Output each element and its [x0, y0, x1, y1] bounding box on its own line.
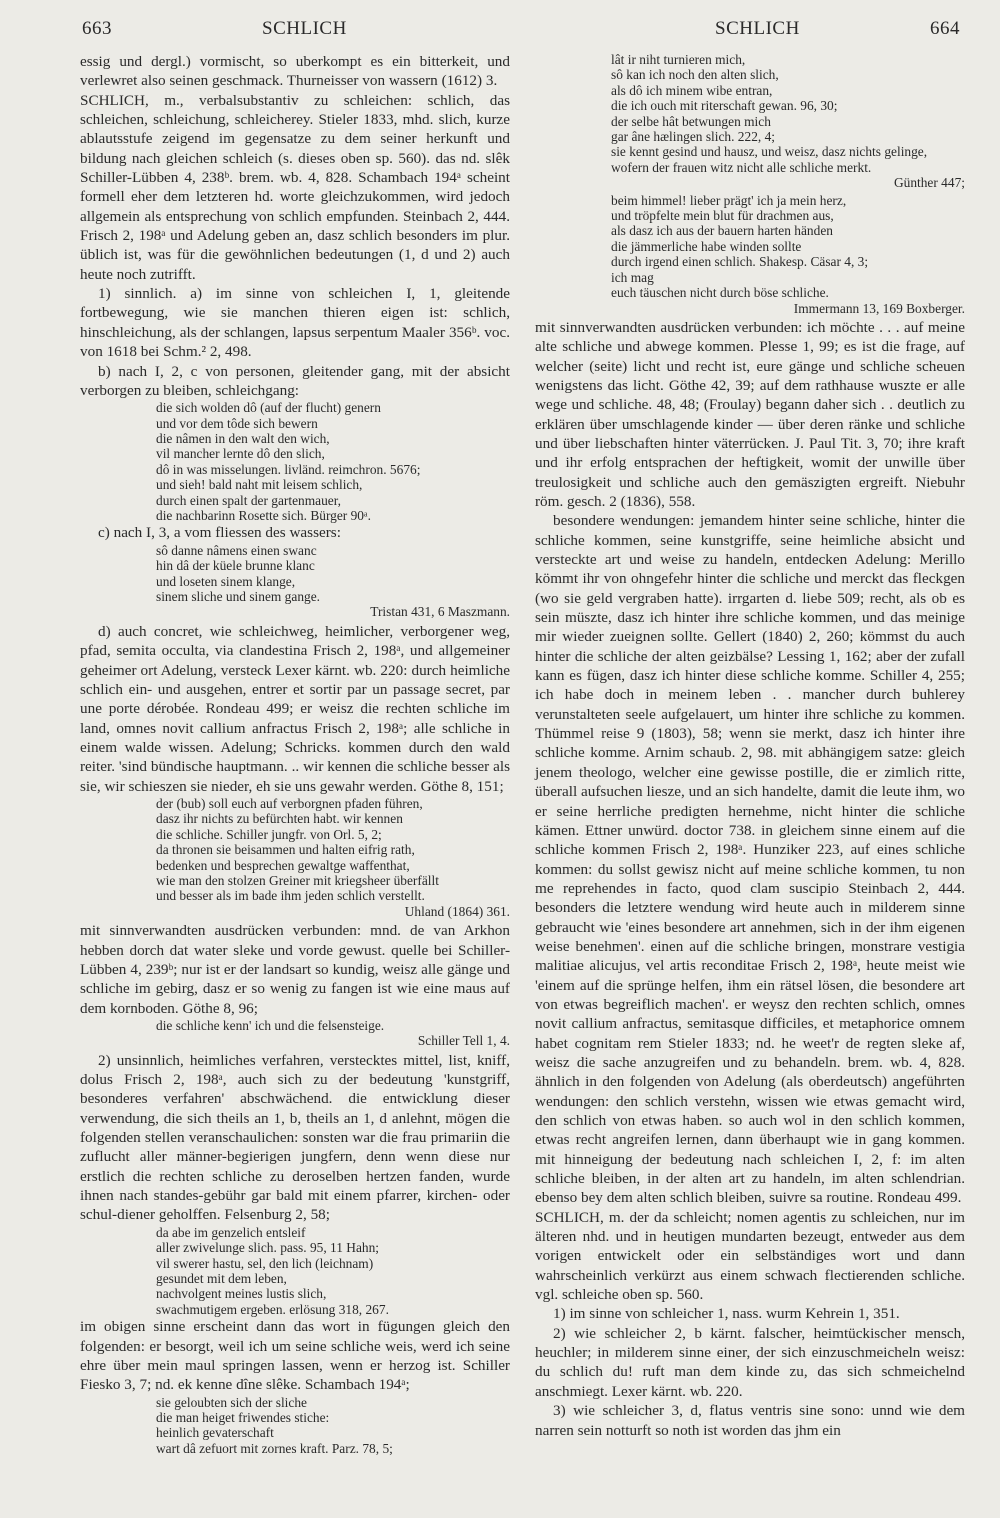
quotation-line: die nâmen in den walt den wich,: [156, 431, 330, 446]
quotation-line: die sich wolden dô (auf der flucht) genern: [156, 400, 381, 416]
quotation-line: sô kan ich noch den alten slich,: [611, 67, 779, 83]
paragraph: d) auch concret, wie schleichweg, heimlicher, verborgener weg, pfad, semita occulta, via clandestina Frisch 2, 198ᵃ, und allgemeiner geheimer ort Adelung, versteck Lexer kärnt. wb. 220: durch heimliche schlich ein- und ausgehen, entrer et sortir par un passage secret, par une porte dérobée. Rondeau 499; er weisz die rechten schliche im land, omnes novit callium anfractus Frisch 2, 198ᵃ; alle schliche in einem walde wissen. Adelung; Schricks. kommen durch den wald reiter. 'sind bündische hauptmann. .. wir kennen die schliche besser als sie, wir schieszen sie nieder, eh sie uns gewahr werden. Göthe 8, 151;: [80, 622, 510, 795]
quotation-line: aller zwivelunge slich. pass. 95, 11 Hahn;: [156, 1240, 379, 1256]
paragraph: 2) unsinnlich, heimliches verfahren, verstecktes mittel, list, kniff, dolus Frisch 2, 198ᵃ, auch sich zu der bedeutung 'kunstgriff, besonderes verfahren' abschwächend. die entwicklung dieser verwendung, die sich theils an 1, b, theils an 1, d anlehnt, mögen die folgenden stellen veranschaulichen: sonsten war die frau primariin die zuflucht aller männer-begierigen jungfern, denn wenn diese nur erstlich die rechten schliche zu deroselben hertzen fanden, wurde ihnen nach standes-gebühr gar bald mit einem pfarrer, kirchen- oder schul-diener geholffen. Felsenburg 2, 58;: [80, 1051, 510, 1224]
paragraph: mit sinnverwandten ausdrücken verbunden: ich möchte . . . auf meine alte schliche und abwege kommen. Plesse 1, 99; es ist die frage, auf welcher (seite) licht und recht ist, eure gänge und schliche scheuen wenigstens das licht. Göthe 42, 39; auf dem rathhause wuszte er alle wege und schliche. 48, 48; (Froulay) begann daher sich . . deutlich zu erklären über umschlagende kinder — über deren ränke und schliche und über liebschaften hinter väterrücken. J. Paul Tit. 3, 70; ihre kraft und ihr erfolg entsprachen der heftigkeit, womit der unwille über treulosigkeit und schliche auch den gemäszigten ergreift. Niebuhr röm. gesch. 2 (1836), 558.: [535, 318, 965, 510]
paragraph: SCHLICH, m. der da schleicht; nomen agentis zu schleichen, nur im älteren nhd. und in heutigen mundarten bezeugt, entweder aus dem vorigen entwickelt oder ein selbständiges wort und dann wahrscheinlich verkürzt aus einem schwach flectierenden schliche. vgl. schleiche oben sp. 560.: [535, 1208, 965, 1304]
quotation-line: euch täuschen nicht durch böse schliche.: [611, 285, 829, 301]
quotation-line: sie kennt gesind und hausz, und weisz, dasz nichts gelinge,: [611, 144, 928, 160]
quotation-line: gar âne hælingen slich. 222, 4;: [611, 129, 776, 145]
quotation-line: durch einen spalt der gartenmauer,: [156, 492, 341, 508]
quotation-line: gesundet mit dem leben,: [156, 1271, 287, 1286]
quotation-line: und loseten sinem klange,: [156, 573, 296, 589]
left-running-title: SCHLICH: [262, 18, 347, 39]
left-column: [80, 52, 510, 1456]
quotation-line: der (bub) soll euch auf verborgnen pfaden führen,: [156, 795, 423, 811]
right-page-number: 664: [930, 18, 960, 39]
quotation-line: vil swerer hastu, sel, den lich (leichnam): [156, 1255, 374, 1271]
quotation-line: ich mag: [611, 269, 654, 285]
page-header: [0, 18, 1000, 48]
paragraph: b) nach I, 2, c von personen, gleitender gang, mit der absicht verborgen zu bleiben, schleichgang:: [80, 362, 510, 399]
quotation-source: Tristan 431, 6 Maszmann.: [370, 604, 510, 620]
paragraph: 3) wie schleicher 3, d, flatus ventris sine sono: unnd wie dem narren sein notturft so noth ist worden das jhm ein: [535, 1402, 965, 1439]
paragraph: im obigen sinne erscheint dann das wort in fügungen gleich den folgenden: er besorgt, weil ich um seine schliche weis, werd ich seine ehre über mein maul springen lassen, wenn er herzog ist. Schiller Fiesko 3, 7; nd. ek kenne dîne slêke. Schambach 194ᵃ;: [80, 1318, 510, 1394]
quotation-line: wie man den stolzen Greiner mit kriegsheer überfällt: [156, 872, 439, 888]
quotation-source: Uhland (1864) 361.: [404, 903, 510, 919]
quotation-line: da abe im genzelich entsleif: [156, 1224, 306, 1240]
quotation-line: sô danne nâmens einen swanc: [156, 542, 317, 558]
left-page-number: 663: [82, 18, 112, 39]
paragraph: 1) im sinne von schleicher 1, nass. wurm Kehrein 1, 351.: [553, 1305, 900, 1323]
paragraph: SCHLICH, m., verbalsubstantiv zu schleichen: schlich, das schleichen, schleichung, schleicherey. Stieler 1833, mhd. slich, kurze ablautsstufe zeigend im gegensatze zu dem seiner herkunft und bildung nach gleichen schleich (s. dieses oben sp. 560). das nd. slêk Schiller-Lübben 4, 238ᵇ. brem. wb. 4, 828. Schambach 194ᵃ scheint formell eher dem letzteren hd. worte gleichzukommen, wird jedoch allgemein als entsprechung von schlich empfunden. Steinbach 2, 444. Frisch 2, 198ᵃ und Adelung geben an, dasz schlich besonders im plur. üblich ist, was für die gewöhnlichen bedeutungen (1, d und 2) auch heute noch zutrifft.: [80, 91, 510, 283]
paragraph: mit sinnverwandten ausdrücken verbunden: mnd. de van Arkhon hebben dorch dat water sleke und vorde gewust. quelle bei Schiller-Lübben 4, 239ᵇ; nur ist er der landsart so kundig, weisz alle gänge und schliche im gebirg, dasz er so wenig zu fangen ist wie eine maus auf dem kornboden. Göthe 8, 96;: [80, 922, 510, 1017]
quotation-line: beim himmel! lieber prägt' ich ja mein herz,: [611, 192, 847, 208]
quotation-line: bedenken und besprechen gewaltge waffenthat,: [156, 857, 410, 873]
paragraph: 1) sinnlich. a) im sinne von schleichen I, 1, gleitende fortbewegung, wie sie manchen thieren eigen ist: schlich, hinschleichung, als der schlangen, lapsus serpentum Maaler 356ᵇ. voc. von 1618 bei Schm.² 2, 498.: [80, 285, 510, 361]
quotation-line: durch irgend einen schlich. Shakesp. Cäsar 4, 3;: [611, 254, 869, 270]
quotation-line: sinem sliche und sinem gange.: [156, 589, 321, 604]
quotation-line: und sieh! bald naht mit leisem schlich,: [156, 477, 363, 493]
quotation-line: wofern der frauen witz nicht alle schliche merkt.: [611, 159, 872, 175]
paragraph: essig und dergl.) vormischt, so uberkompt es ein bitterkeit, und verlewret also seinen geschmack. Thurneisser von wassern (1612) 3.: [80, 53, 510, 90]
quotation-line: heinlich gevaterschaft: [156, 1425, 274, 1441]
quotation-line: und vor dem tôde sich bewern: [156, 415, 318, 431]
quotation-line: die jämmerliche habe winden sollte: [611, 238, 802, 254]
quotation-source: Günther 447;: [893, 175, 965, 191]
quotation-line: die nachbarinn Rosette sich. Bürger 90ᵃ.: [156, 508, 372, 524]
quotation-line: als dasz ich aus der bauern harten händen: [611, 223, 833, 239]
quotation-line: als dô ich minem wibe entran,: [611, 82, 773, 98]
quotation-line: die ich ouch mit riterschaft gewan. 96, 30;: [611, 98, 838, 114]
quotation-line: dasz ihr nichts zu befürchten habt. wir kennen: [156, 811, 403, 827]
quotation-line: vil mancher lernte dô den slich,: [156, 446, 325, 462]
quotation-source: Immermann 13, 169 Boxberger.: [793, 300, 965, 316]
paragraph: besondere wendungen: jemandem hinter seine schliche, hinter die schliche kommen, seine kunstgriffe, seine heimliche absicht und versteckte art und weise zu handeln, entdecken Adelung: Merillo kömmt ihr von ohngefehr hinter die schliche und merckt das fleckgen (wo sie geld vergraben hatte). irrgarten d. liebe 509; recht, als ob es sein müszte, dasz ich hinter ihre schliche kommen, und das meinige mir wieder zueignen sollte. Gellert (1840) 2, 260; kömmst du auch hinter die schliche der alten geizbälse? Lessing 1, 162; aber der zufall kann es fügen, dasz ich hinter diese schliche komme. Schiller 4, 255; ich habe doch in meinem leben . . mancher durch buhlerey verunstalteten seele aufgelauert, um hinter ihre schliche zu kommen. Thümmel reise 9 (1803), 58; wenn sie merkt, dasz ich hinter ihre schliche komme. Arnim schaub. 2, 98. mit abhängigem satze: gleich jenem theologo, welcher eine gewisse postille, die er zimlich ritte, überall aufsuchen liesze, und an sich handelte, damit die leute ihm, wo er seine herrliche predigten hernehme, nicht hinter die schliche kämen. Ettner unwürd. doctor 738. in gleichem sinne einem auf die schliche kommen Frisch 2, 198ᵃ. Hunziker 223, auf eines schliche kommen: du sollst gewisz nicht auf meine schliche kommen, tu non me reprehendes in facto, quod clam suscipio Steinbach 2, 444. besonders die letztere wendung wird heute auch in milderem sinne gebraucht wie 'eines besondere art annehmen, sich in der ihm eigenen weise benehmen'. einen auf die schliche bringen, monstrare vestigia malitiae alicujus, vel artis reconditae Frisch 2, 198ᵃ, heute meist wie 'einem auf die sprünge helfen, ihm ein rätsel lösen, die besondere art von etwas begreiflich machen'. er weysz den rechten schlich, omnes novit callium anfractus, semitasque difficiles, et metaphorice omnem habet cognitam rem Stieler 1833; nd. he weet'r de regten sleke af, weisz die sache anzugreifen und zu behandeln. brem. wb. 4, 828. ähnlich in den folgenden von Adelung (als oberdeutsch) angeführten wendungen: den schlich verstehn, wissen wie etwas gemacht wird, den schlich von etwas haben. so auch wol in den schlich kommen, etwas recht angreifen lernen, dann überhaupt wie in gang kommen. mit hinneigung der bedeutung nach schleichen I, 2, f: im alten schliche bleiben, in der alten art zu handeln, im alten schlendrian. ebenso bey dem alten schlich bleiben, suivre sa routine. Rondeau 499.: [535, 512, 965, 1207]
paragraph: 2) wie schleicher 2, b kärnt. falscher, heimtückischer mensch, heuchler; in milderem sinne einer, der sich einzuschmeicheln weisz: du schlich du! ruft man dem kinde zu, das sich schmeichelnd anschmiegt. Lexer kärnt. wb. 220.: [535, 1324, 965, 1400]
quotation-source: Schiller Tell 1, 4.: [417, 1033, 510, 1049]
quotation-line: nachvolgent meines lustis slich,: [156, 1286, 327, 1302]
right-running-title: SCHLICH: [715, 18, 800, 39]
quotation-line: sie geloubten sich der sliche: [156, 1394, 307, 1410]
quotation-line: und besser als im bade ihm jeden schlich verstellt.: [156, 888, 425, 904]
quotation-line: lât ir niht turnieren mich,: [611, 52, 746, 67]
quotation-line: swachmutigem ergeben. erlösung 318, 267.: [156, 1301, 389, 1317]
quotation-line: da thronen sie beisammen und halten eifrig rath,: [156, 842, 415, 858]
quotation-line: und tröpfelte mein blut für drachmen aus,: [611, 208, 834, 224]
quotation-line: wart dâ zefuort mit zornes kraft. Parz. 78, 5;: [156, 1440, 393, 1456]
quotation-line: hin dâ der küele brunne klanc: [156, 558, 315, 574]
quotation-line: die man heiget friwendes stiche:: [156, 1410, 330, 1425]
quotation-line: dô in was misselungen. livländ. reimchron. 5676;: [156, 461, 421, 477]
quotation-line: die schliche. Schiller jungfr. von Orl. 5, 2;: [156, 826, 382, 842]
right-column: [535, 52, 965, 1440]
quotation-line: die schliche kenn' ich und die felsensteige.: [156, 1017, 385, 1033]
paragraph: c) nach I, 3, a vom fliessen des wassers:: [98, 524, 341, 542]
quotation-line: der selbe hât betwungen mich: [611, 113, 771, 129]
